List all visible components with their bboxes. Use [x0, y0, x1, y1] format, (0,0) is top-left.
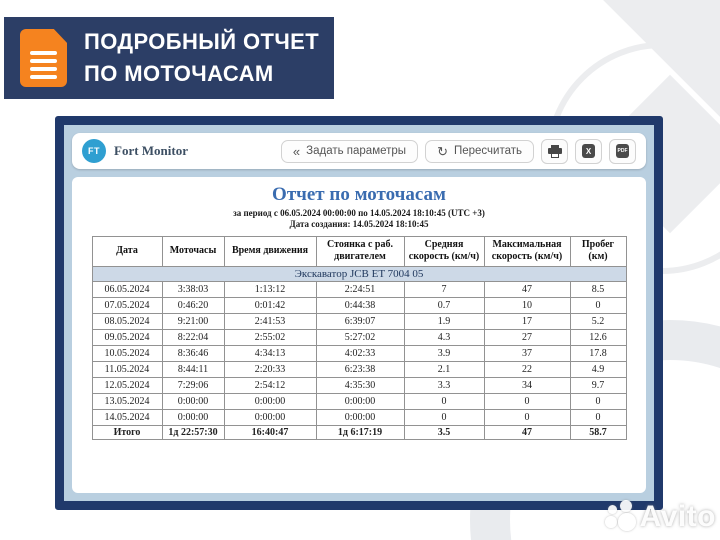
- vehicle-group-label: Экскаватор JCB ET 7004 05: [92, 266, 626, 281]
- table-cell-max-speed: 37: [484, 345, 570, 361]
- table-cell-mileage: 0: [570, 297, 626, 313]
- table-cell-moving-time: 2:54:12: [224, 377, 316, 393]
- table-header-cell: Стоянка с раб. двигателем: [316, 236, 404, 266]
- table-header-cell: Максимальная скорость (км/ч): [484, 236, 570, 266]
- table-cell-moving-time: 2:20:33: [224, 361, 316, 377]
- table-cell-motohours: 0:46:20: [162, 297, 224, 313]
- table-cell-idle-time: 4:35:30: [316, 377, 404, 393]
- total-row: [92, 425, 626, 439]
- table-cell-date: 14.05.2024: [92, 409, 162, 425]
- toolbar-actions: [281, 139, 636, 164]
- table-cell-avg-speed: 3.9: [404, 345, 484, 361]
- promo-badge: [4, 17, 334, 99]
- total-avg-speed: 3.5: [404, 425, 484, 439]
- document-lines-icon: [30, 51, 57, 79]
- table-cell-moving-time: 0:00:00: [224, 393, 316, 409]
- brand-name: Fort Monitor: [114, 143, 189, 158]
- table-cell-avg-speed: 2.1: [404, 361, 484, 377]
- recalculate-label: Пересчитать: [453, 145, 522, 157]
- report-title: Отчет по моточасам: [272, 184, 446, 205]
- table-cell-moving-time: 1:13:12: [224, 281, 316, 297]
- table-cell-motohours: 8:44:11: [162, 361, 224, 377]
- total-label: Итого: [92, 425, 162, 439]
- report-table: [92, 236, 627, 440]
- table-row: [92, 313, 626, 329]
- table-cell-date: 10.05.2024: [92, 345, 162, 361]
- table-row: [92, 361, 626, 377]
- fort-monitor-logo-icon: FT: [82, 139, 106, 163]
- table-cell-moving-time: 2:41:53: [224, 313, 316, 329]
- pdf-icon: PDF: [616, 144, 629, 158]
- table-cell-motohours: 3:38:03: [162, 281, 224, 297]
- double-chevron-left-icon: «: [292, 143, 301, 159]
- table-cell-motohours: 8:36:46: [162, 345, 224, 361]
- export-excel-button[interactable]: [575, 139, 602, 164]
- table-header-cell: Средняя скорость (км/ч): [404, 236, 484, 266]
- table-cell-motohours: 0:00:00: [162, 409, 224, 425]
- table-cell-avg-speed: 3.3: [404, 377, 484, 393]
- toolbar: [72, 133, 646, 169]
- refresh-icon: ↻: [437, 143, 448, 159]
- recalculate-button[interactable]: [425, 140, 534, 163]
- table-cell-max-speed: 22: [484, 361, 570, 377]
- table-cell-mileage: 0: [570, 409, 626, 425]
- table-cell-date: 11.05.2024: [92, 361, 162, 377]
- table-cell-moving-time: 0:00:00: [224, 409, 316, 425]
- table-cell-moving-time: 2:55:02: [224, 329, 316, 345]
- table-row: [92, 345, 626, 361]
- table-header-row: [92, 236, 626, 266]
- brand: [82, 139, 188, 163]
- table-cell-moving-time: 0:01:42: [224, 297, 316, 313]
- table-cell-mileage: 8.5: [570, 281, 626, 297]
- report-period: за период с 06.05.2024 00:00:00 по 14.05.2024 18:10:45 (UTC +3): [233, 208, 485, 218]
- table-cell-avg-speed: 0.7: [404, 297, 484, 313]
- table-cell-idle-time: 4:02:33: [316, 345, 404, 361]
- excel-icon: X: [582, 144, 595, 158]
- print-button[interactable]: [541, 139, 568, 164]
- promo-badge-line2: ПО МОТОЧАСАМ: [84, 61, 274, 86]
- table-cell-idle-time: 0:00:00: [316, 409, 404, 425]
- table-cell-idle-time: 5:27:02: [316, 329, 404, 345]
- table-cell-idle-time: 6:39:07: [316, 313, 404, 329]
- table-cell-idle-time: 0:44:38: [316, 297, 404, 313]
- vehicle-group-row: [92, 266, 626, 281]
- table-cell-max-speed: 0: [484, 409, 570, 425]
- table-cell-mileage: 4.9: [570, 361, 626, 377]
- table-cell-date: 13.05.2024: [92, 393, 162, 409]
- export-pdf-button[interactable]: [609, 139, 636, 164]
- table-cell-max-speed: 17: [484, 313, 570, 329]
- table-cell-date: 12.05.2024: [92, 377, 162, 393]
- table-header-cell: Дата: [92, 236, 162, 266]
- table-cell-max-speed: 47: [484, 281, 570, 297]
- set-parameters-label: Задать параметры: [306, 145, 407, 157]
- total-motohours: 1д 22:57:30: [162, 425, 224, 439]
- document-fold-icon: [53, 15, 67, 29]
- total-moving-time: 16:40:47: [224, 425, 316, 439]
- total-mileage: 58.7: [570, 425, 626, 439]
- promo-badge-line1: ПОДРОБНЫЙ ОТЧЕТ: [84, 29, 320, 55]
- table-cell-motohours: 9:21:00: [162, 313, 224, 329]
- document-icon: [20, 29, 67, 87]
- table-header-cell: Моточасы: [162, 236, 224, 266]
- table-body: [92, 281, 626, 425]
- table-cell-avg-speed: 7: [404, 281, 484, 297]
- table-row: [92, 409, 626, 425]
- table-cell-max-speed: 34: [484, 377, 570, 393]
- report-created: Дата создания: 14.05.2024 18:10:45: [289, 219, 429, 230]
- app-window: [55, 116, 663, 510]
- table-cell-mileage: 0: [570, 393, 626, 409]
- table-header-cell: Время движения: [224, 236, 316, 266]
- avito-watermark: [605, 500, 716, 534]
- table-cell-mileage: 5.2: [570, 313, 626, 329]
- table-row: [92, 393, 626, 409]
- table-cell-date: 09.05.2024: [92, 329, 162, 345]
- table-cell-motohours: 8:22:04: [162, 329, 224, 345]
- table-row: [92, 377, 626, 393]
- table-cell-motohours: 7:29:06: [162, 377, 224, 393]
- table-cell-date: 08.05.2024: [92, 313, 162, 329]
- table-cell-moving-time: 4:34:13: [224, 345, 316, 361]
- table-row: [92, 329, 626, 345]
- table-cell-avg-speed: 1.9: [404, 313, 484, 329]
- total-max-speed: 47: [484, 425, 570, 439]
- table-cell-date: 07.05.2024: [92, 297, 162, 313]
- table-cell-mileage: 17.8: [570, 345, 626, 361]
- table-cell-motohours: 0:00:00: [162, 393, 224, 409]
- table-header-cell: Пробег (км): [570, 236, 626, 266]
- table-cell-avg-speed: 4.3: [404, 329, 484, 345]
- table-cell-mileage: 12.6: [570, 329, 626, 345]
- promo-badge-title: [84, 26, 319, 90]
- avito-logo-icon: [605, 500, 637, 534]
- set-parameters-button[interactable]: [281, 140, 418, 163]
- avito-watermark-text: Avito: [639, 500, 716, 533]
- total-idle-time: 1д 6:17:19: [316, 425, 404, 439]
- table-cell-max-speed: 10: [484, 297, 570, 313]
- table-cell-mileage: 9.7: [570, 377, 626, 393]
- table-cell-idle-time: 6:23:38: [316, 361, 404, 377]
- table-cell-max-speed: 27: [484, 329, 570, 345]
- table-cell-avg-speed: 0: [404, 393, 484, 409]
- table-row: [92, 297, 626, 313]
- printer-icon: [548, 145, 561, 158]
- table-cell-avg-speed: 0: [404, 409, 484, 425]
- table-cell-date: 06.05.2024: [92, 281, 162, 297]
- table-row: [92, 281, 626, 297]
- table-cell-max-speed: 0: [484, 393, 570, 409]
- table-cell-idle-time: 0:00:00: [316, 393, 404, 409]
- report-panel: [72, 177, 646, 493]
- table-cell-idle-time: 2:24:51: [316, 281, 404, 297]
